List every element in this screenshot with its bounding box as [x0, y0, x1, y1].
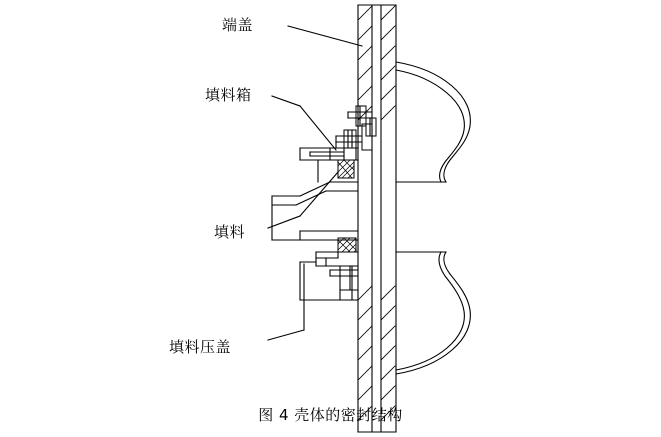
label-packing-gland: 填料压盖 — [169, 338, 232, 356]
label-end-cover: 端盖 — [222, 16, 254, 34]
figure-caption: 图 4 壳体的密封结构 — [258, 406, 403, 424]
label-packing-box: 填料箱 — [205, 86, 252, 104]
label-packing: 填料 — [214, 223, 246, 241]
